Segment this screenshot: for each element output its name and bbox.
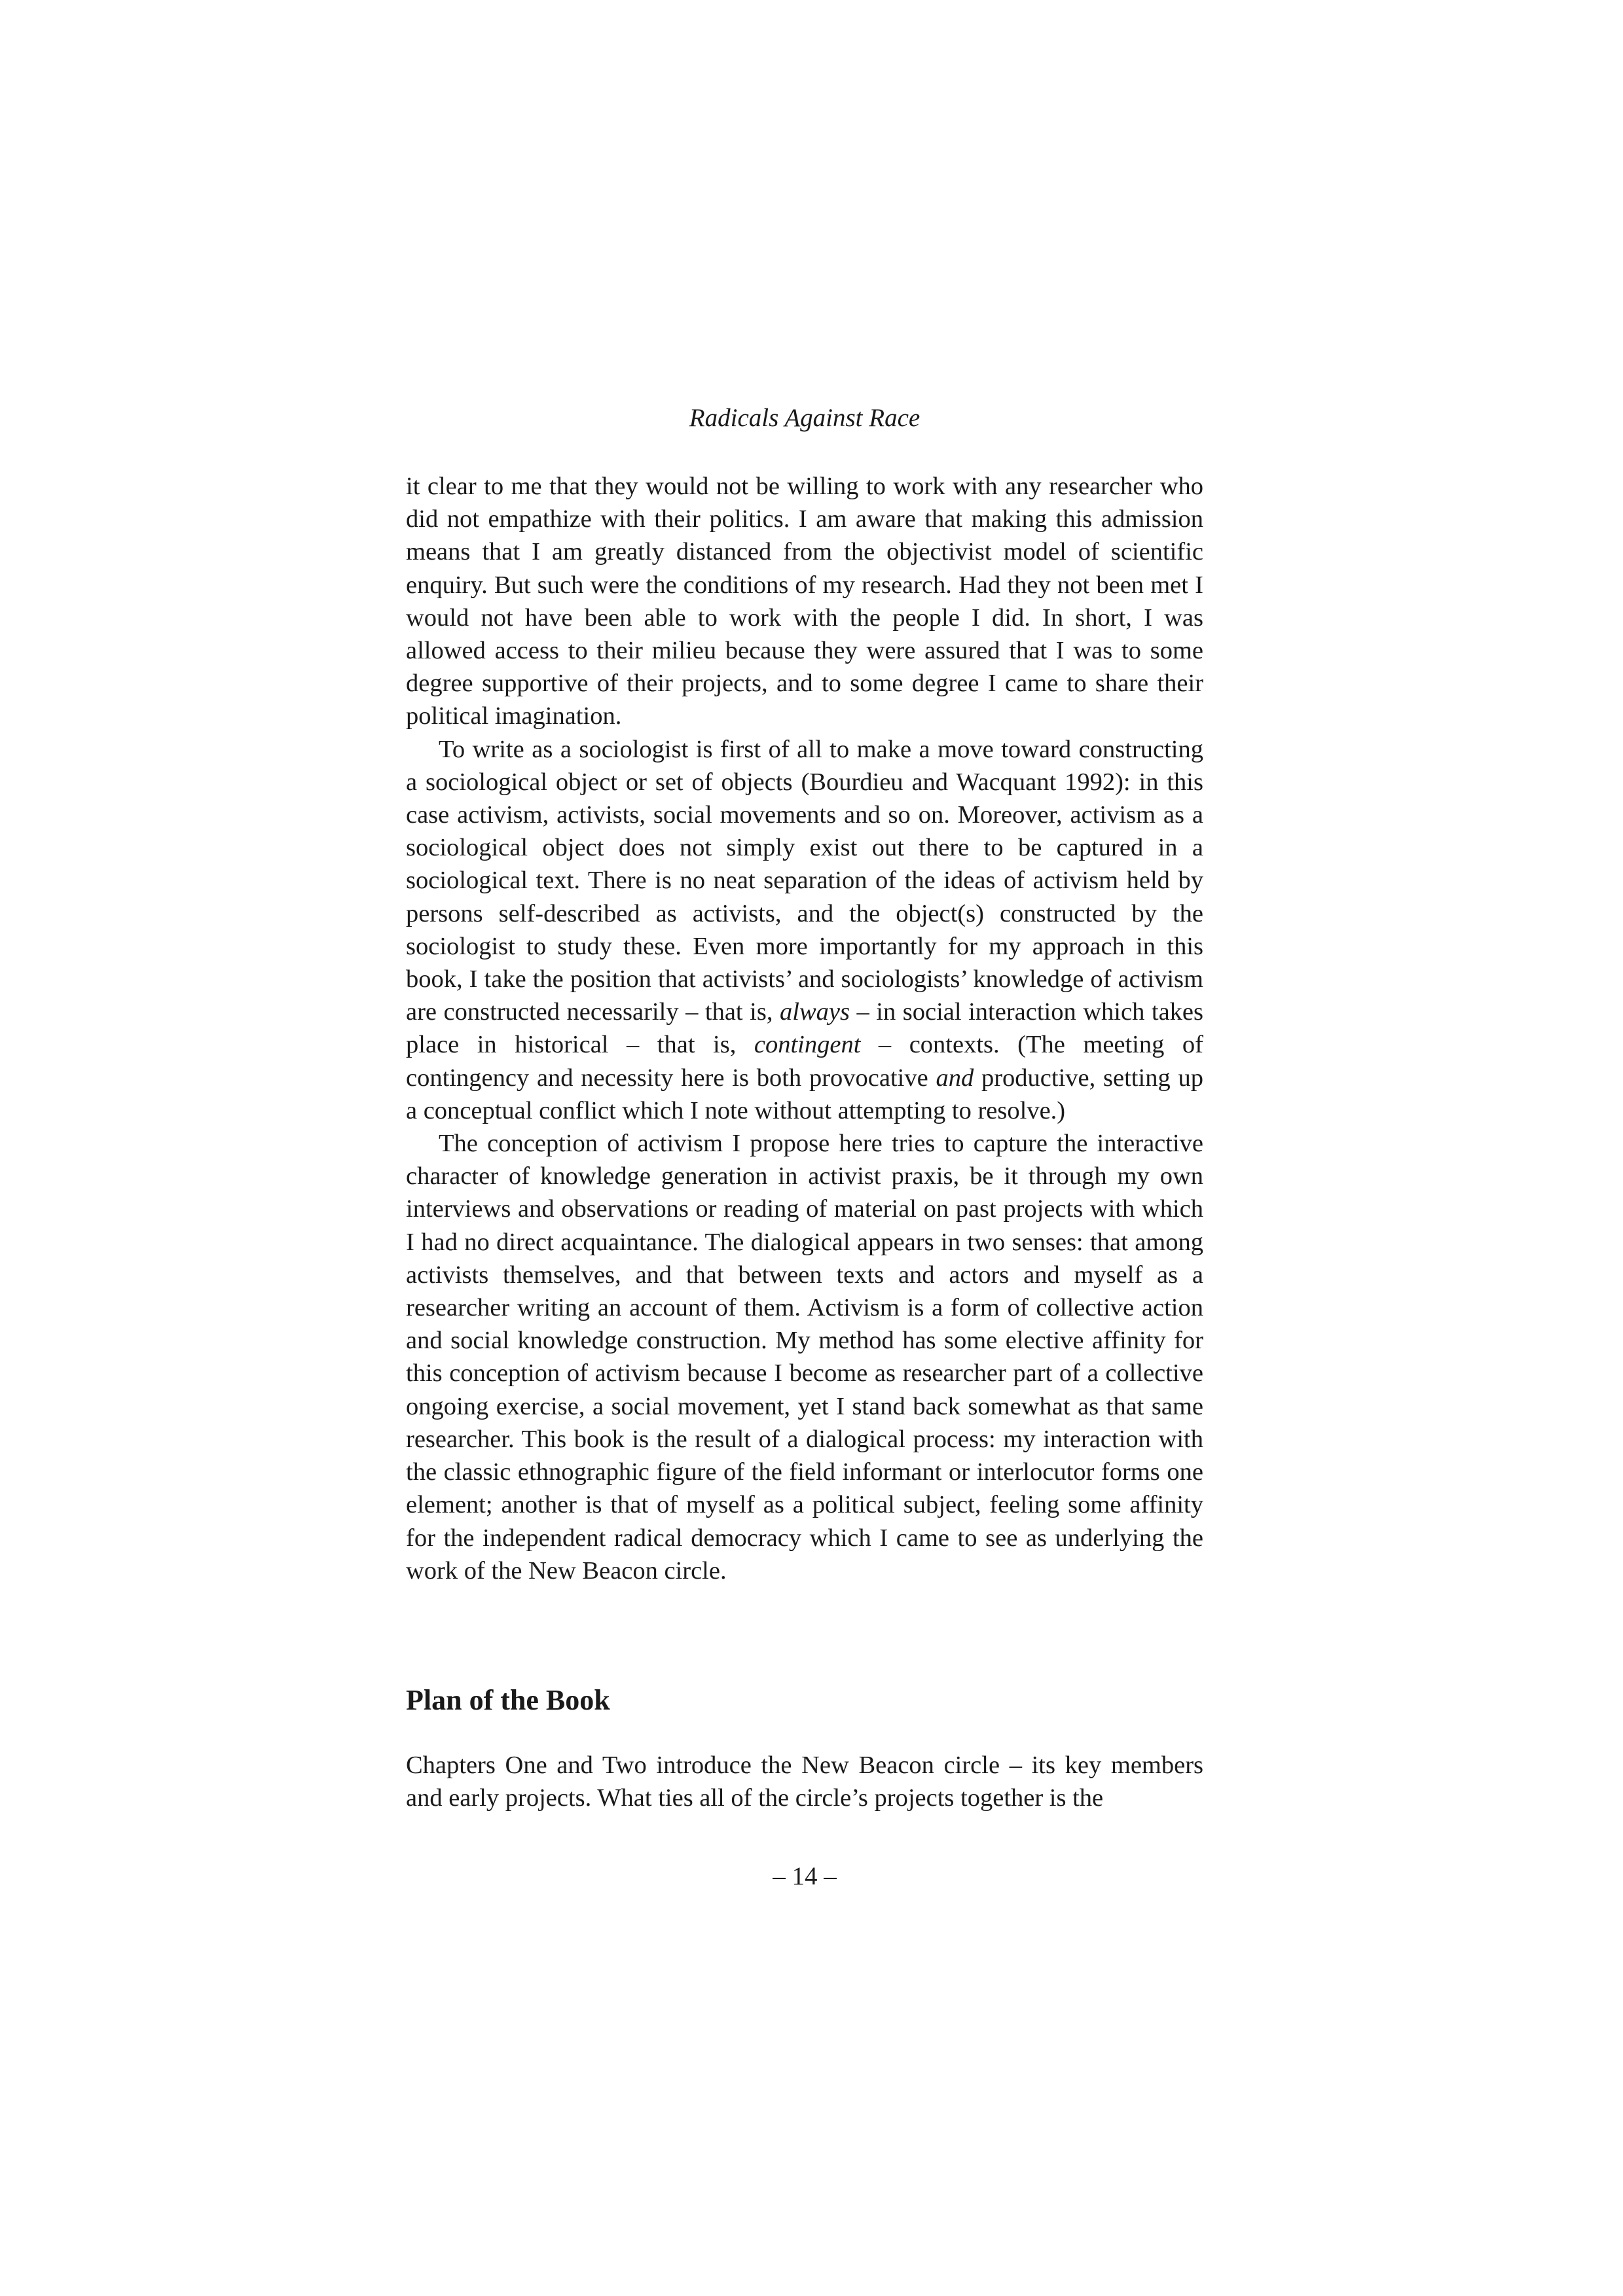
text-run: To write as a sociologist is first of all to make a move toward constructing a sociological object or set of objects (Bourdieu and Wacquant 1992): in this case activism, activists, social movements and so on. Moreover, activism as a sociological object does not simply exist out there to be captured in a sociological text. There is no neat separation of the ideas of activism held by persons self-described as activists, and the object(s) constructed by the sociologist to study these. Even more importantly for my approach in this book, I take the position that activists’ and sociologists’ knowledge of activism are constructed necessarily – that is, — [406, 735, 1203, 1026]
book-page — [406, 0, 1203, 2296]
text-run: productive, setting up a conceptual conflict which I note without attempting to resolve.) — [406, 1064, 1203, 1124]
text-run: The conception of activism I propose here tries to capture the interactive character of knowledge generation in activist praxis, be it through my own interviews and observations or reading of material on past projects with which I had no direct acquaintance. The dialogical appears in two senses: that among activists themselves, and that between texts and actors and myself as a researcher writing an account of them. Activism is a form of collective action and social knowledge construction. My method has some elective affinity for this conception of activism because I become as researcher part of a collective ongoing exercise, a social movement, yet I stand back somewhat as that same researcher. This book is the result of a dialogical process: my interaction with the classic ethnographic figure of the field informant or interlocutor forms one element; another is that of myself as a political subject, feeling some affinity for the independent radical democracy which I came to see as underlying the work of the New Beacon circle. — [406, 1130, 1203, 1585]
text-run: – contexts. (The meeting of contingency and necessity here is both provocative — [406, 1031, 1203, 1092]
running-head: Radicals Against Race — [689, 404, 921, 432]
section-paragraph: Chapters One and Two introduce the New Beacon circle – its key members and early projects. What ties all of the circle’s projects together is the — [406, 1751, 1203, 1812]
body-text — [406, 470, 1203, 1587]
section-heading: Plan of the Book — [406, 1684, 610, 1716]
italic-emphasis: always — [780, 998, 850, 1026]
body-paragraph — [406, 733, 1203, 1127]
text-run: it clear to me that they would not be willing to work with any researcher who did not empathize with their politics. I am aware that making this admission means that I am greatly distanced from the objectivist model of scientific enquiry. But such were the conditions of my research. Had they not been met I would not have been able to work with the people I did. In short, I was allowed access to their milieu because they were assured that I was to some degree supportive of their projects, and to some degree I came to share their political imagination. — [406, 473, 1203, 730]
body-paragraph — [406, 470, 1203, 733]
italic-emphasis: contingent — [754, 1031, 861, 1059]
italic-emphasis: and — [936, 1064, 974, 1092]
text-run: – in social interaction which takes place in historical – that is, — [406, 998, 1203, 1059]
body-paragraph — [406, 1127, 1203, 1587]
page-number: – 14 – — [773, 1862, 837, 1890]
